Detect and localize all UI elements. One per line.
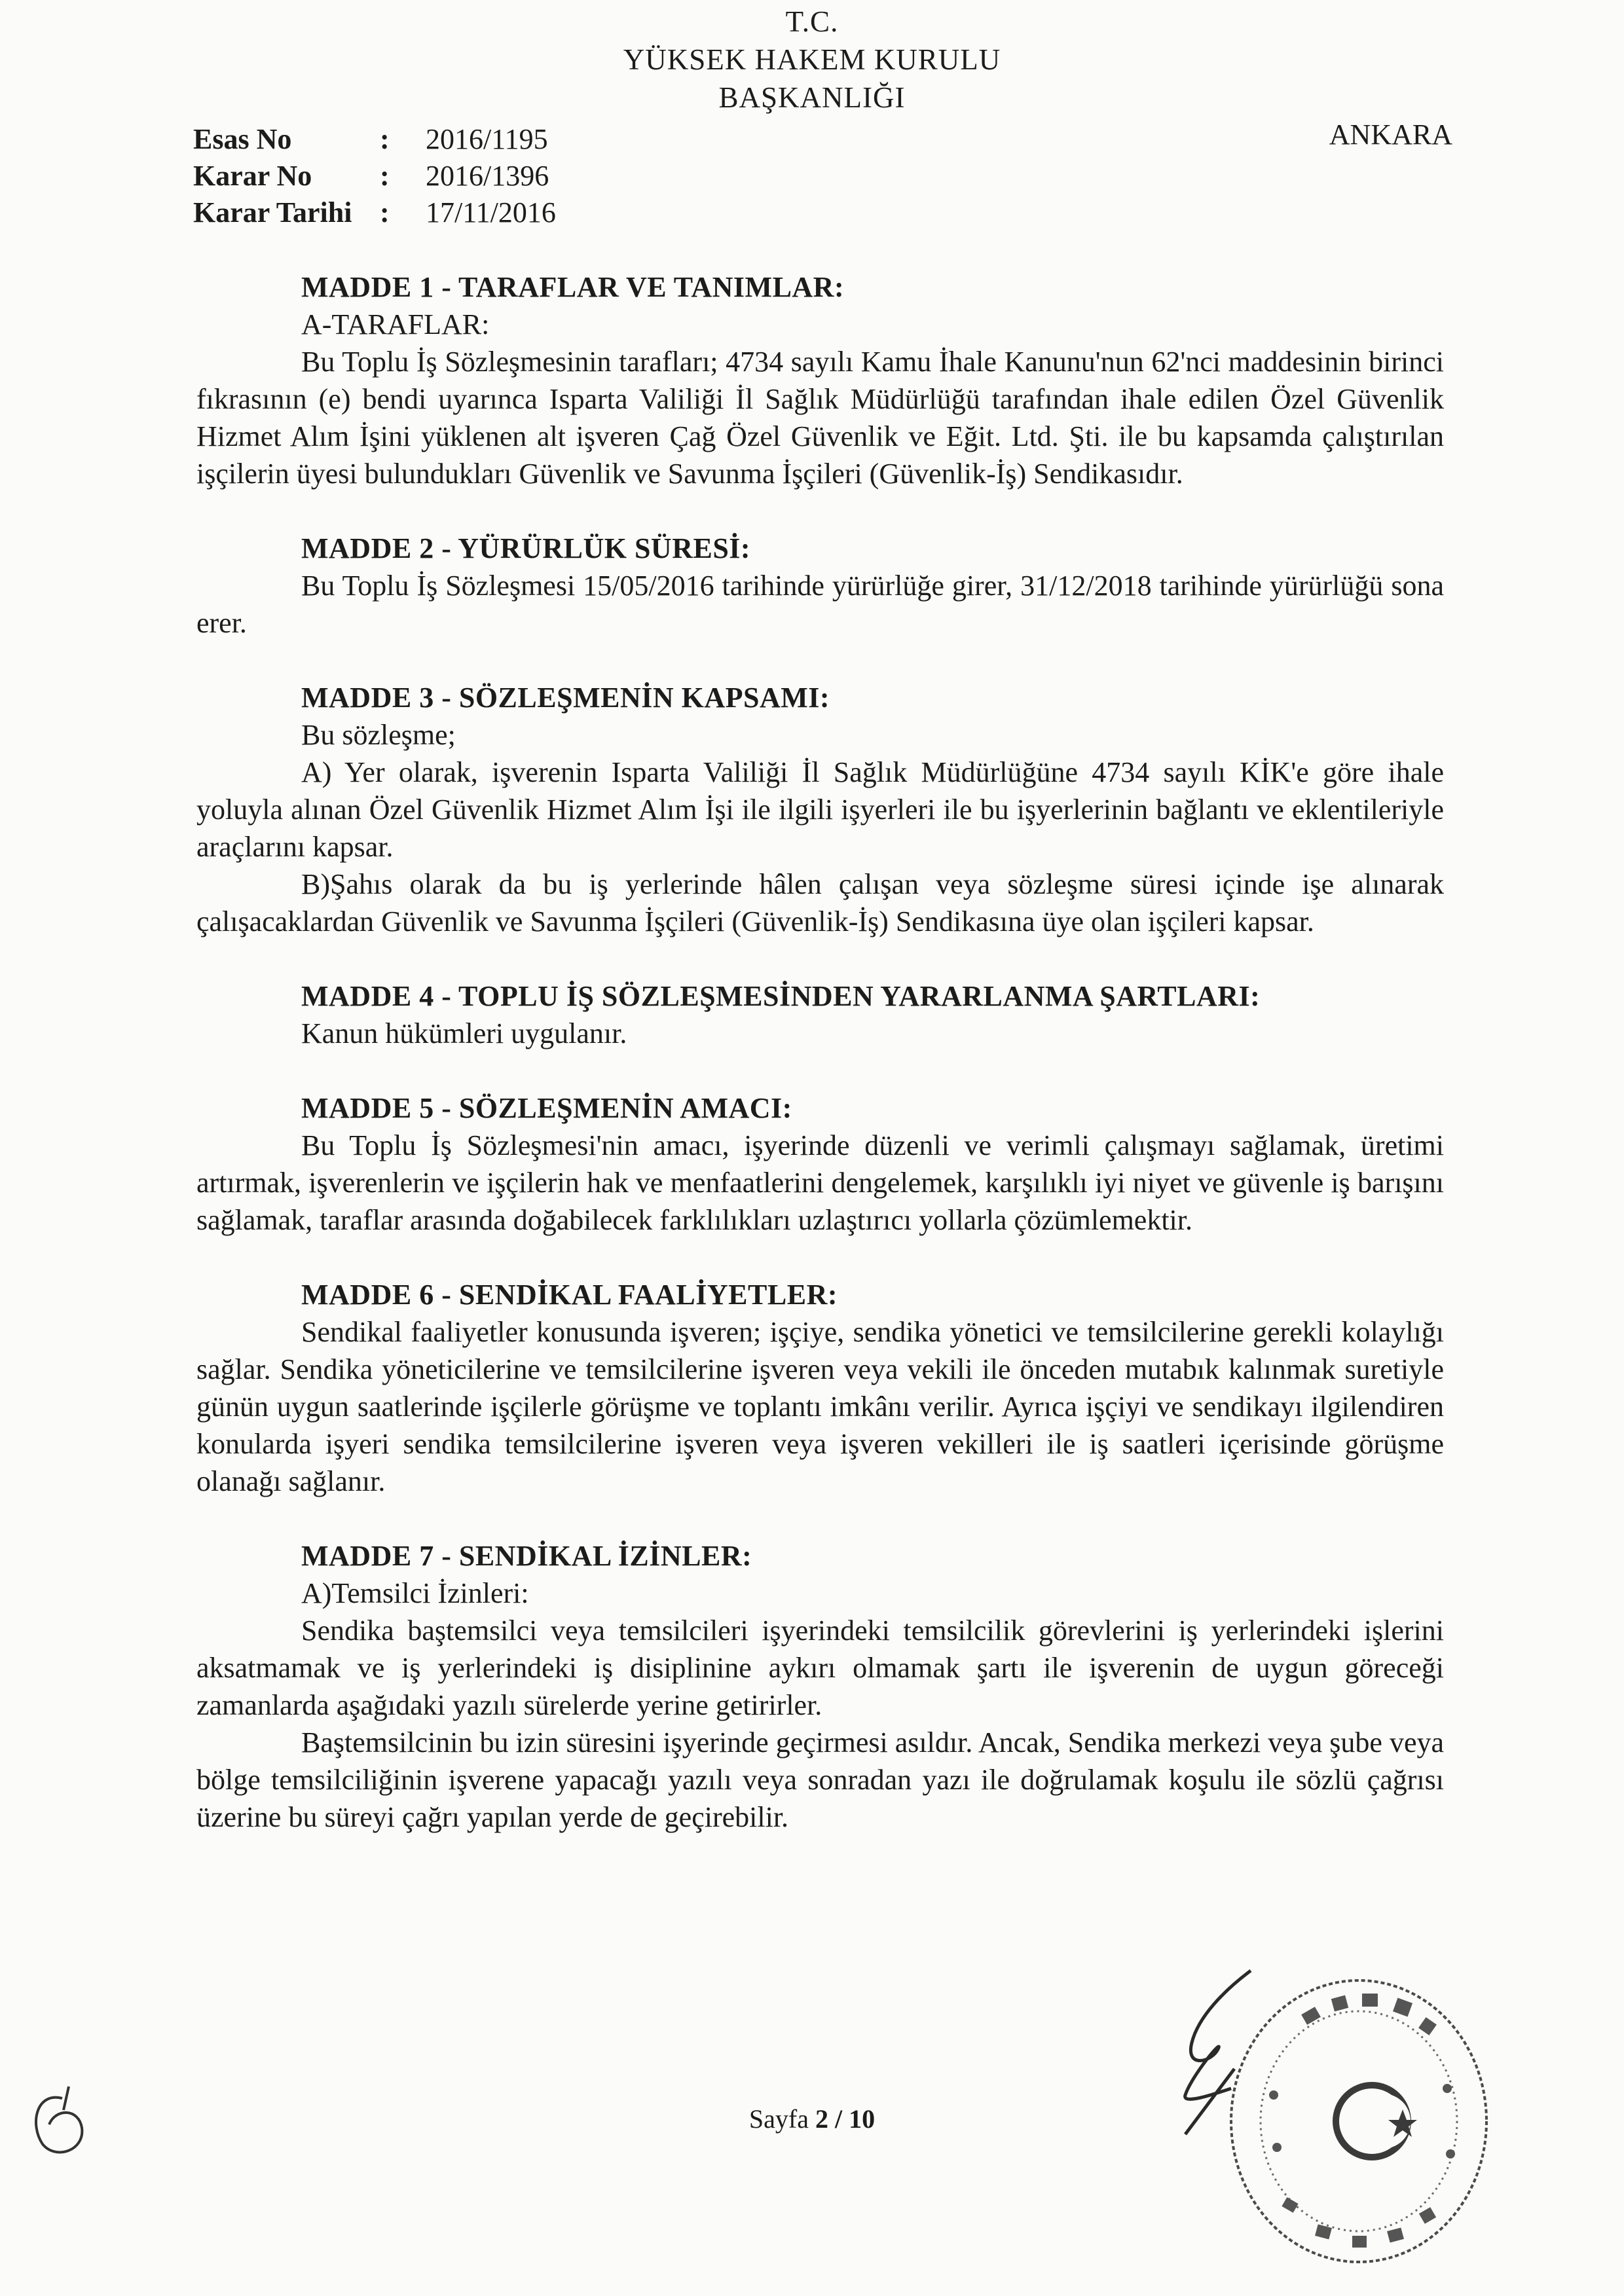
page-current: 2 [815, 2104, 828, 2134]
article-paragraph: A) Yer olarak, işverenin Isparta Valiliği İl Sağlık Müdürlüğüne 4734 sayılı KİK'e göre ihale yoluyla alınan Özel Güvenlik Hizmet Alım İşi ile ilgili işyerleri ile bu işyerlerinin bağlantı ve eklentileriyle araçlarını kapsar. [196, 756, 1444, 863]
article-subheading: A)Temsilci İzinleri: [301, 1577, 529, 1609]
article-3 [196, 679, 1444, 940]
handwritten-number-icon [23, 2079, 95, 2164]
esas-colon: : [380, 123, 390, 155]
article-heading: MADDE 7 - SENDİKAL İZİNLER: [301, 1540, 752, 1572]
page-label: Sayfa [748, 2104, 809, 2134]
esas-row [193, 121, 556, 158]
article-5 [196, 1089, 1444, 1239]
header-line-court: YÜKSEK HAKEM KURULU [623, 43, 1001, 76]
article-7 [196, 1537, 1444, 1836]
article-paragraph: B)Şahıs olarak da bu iş yerlerinde hâlen çalışan veya sözleşme süresi içinde işe alınarak çalışacaklardan Güvenlik ve Savunma İşçileri (Güvenlik-İş) Sendikasına üye olan işçileri kapsar. [196, 868, 1444, 938]
karar-label: Karar No [193, 160, 312, 192]
tarih-row [193, 194, 556, 231]
article-4 [196, 977, 1444, 1052]
official-seal-icon [1211, 1964, 1500, 2291]
article-heading: MADDE 4 - TOPLU İŞ SÖZLEŞMESİNDEN YARARLANMA ŞARTLARI: [301, 980, 1261, 1012]
header-line-presidency: BAŞKANLIĞI [718, 81, 906, 114]
article-heading: MADDE 6 - SENDİKAL FAALİYETLER: [301, 1279, 838, 1311]
karar-row [193, 158, 556, 194]
institution-header [0, 5, 1624, 114]
article-heading: MADDE 3 - SÖZLEŞMENİN KAPSAMI: [301, 682, 830, 714]
article-1 [196, 268, 1444, 492]
esas-value: 2016/1195 [426, 123, 548, 155]
karar-colon: : [380, 160, 390, 192]
article-heading: MADDE 1 - TARAFLAR VE TANIMLAR: [301, 271, 845, 303]
page-separator: / [834, 2104, 843, 2134]
article-paragraph: Sendika baştemsilci veya temsilcileri işyerindeki temsilcilik görevlerini iş yerlerindeki işlerini aksatmamak ve iş yerlerindeki iş disiplinine aykırı olmamak şartı ile işverenin de uygun göreceği zamanlarda aşağıdaki yazılı sürelerde yerine getirirler. [196, 1614, 1444, 1721]
article-paragraph: Bu Toplu İş Sözleşmesi'nin amacı, işyerinde düzenli ve verimli çalışmayı sağlamak, üretimi artırmak, işverenlerin ve işçilerin hak ve menfaatlerini dengelemek, karşılıklı iyi niyet ve güvenle iş barışını sağlamak, taraflar arasında doğabilecek farklılıkları uzlaştırıcı yollarla çözümlemektir. [196, 1129, 1444, 1236]
article-heading: MADDE 2 - YÜRÜRLÜK SÜRESİ: [301, 532, 751, 564]
city-name: ANKARA [1329, 118, 1452, 151]
article-heading: MADDE 5 - SÖZLEŞMENİN AMACI: [301, 1092, 792, 1124]
tarih-colon: : [380, 196, 390, 228]
article-paragraph: Sendikal faaliyetler konusunda işveren; işçiye, sendika yönetici ve temsilcilerine gerekli kolaylığı sağlar. Sendika yöneticilerine ve temsilcilerine işveren veya vekili ile önceden mutabık kalınmak suretiyle günün uygun saatlerinde işçilerle görüşme ve toplantı imkânı verilir. Ayrıca işçiyi ve sendikayı ilgilendiren konularda işyeri sendika temsilcilerine işveren veya işveren vekilleri ile iş saatleri içerisinde görüşme olanağı sağlanır. [196, 1316, 1444, 1497]
esas-label: Esas No [193, 123, 292, 155]
article-subheading: A-TARAFLAR: [301, 308, 490, 340]
header-line-tc: T.C. [785, 5, 839, 38]
case-metadata [193, 121, 556, 231]
article-paragraph: Bu Toplu İş Sözleşmesi 15/05/2016 tarihinde yürürlüğe girer, 31/12/2018 tarihinde yürürlüğü sona erer. [196, 570, 1444, 639]
tarih-label: Karar Tarihi [193, 196, 352, 228]
article-subheading: Bu sözleşme; [301, 719, 456, 751]
article-paragraph: Bu Toplu İş Sözleşmesinin tarafları; 4734 sayılı Kamu İhale Kanunu'nun 62'nci maddesinin birinci fıkrasının (e) bendi uyarınca Isparta Valiliği İl Sağlık Müdürlüğü tarafından ihale edilen Özel Güvenlik Hizmet Alım İşini yüklenen alt işveren Çağ Özel Güvenlik ve Eğit. Ltd. Şti. ile bu kapsamda çalıştırılan işçilerin üyesi bulundukları Güvenlik ve Savunma İşçileri (Güvenlik-İş) Sendikasıdır. [196, 346, 1444, 490]
article-2 [196, 530, 1444, 642]
article-subheading: Kanun hükümleri uygulanır. [301, 1017, 627, 1049]
karar-value: 2016/1396 [426, 160, 549, 192]
page-total: 10 [849, 2104, 876, 2134]
article-paragraph: Baştemsilcinin bu izin süresini işyerinde geçirmesi asıldır. Ancak, Sendika merkezi veya şube veya bölge temsilciliğinin işverene yapacağı yazılı veya sonradan yazı ile doğrulamak koşulu ile sözlü çağrısı üzerine bu süreyi çağrı yapılan yerde de geçirebilir. [196, 1726, 1444, 1833]
article-6 [196, 1276, 1444, 1500]
tarih-value: 17/11/2016 [426, 196, 556, 228]
document-body [196, 268, 1444, 1873]
